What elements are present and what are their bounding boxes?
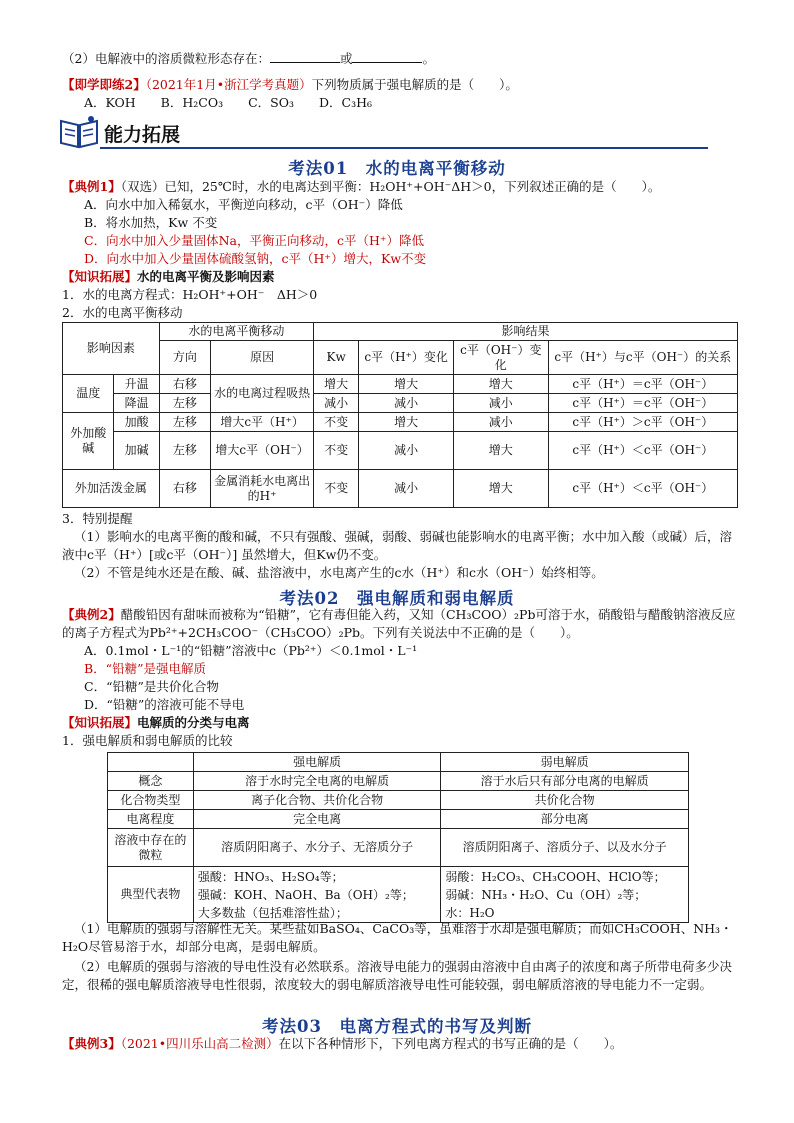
row-key: 电离程度 [108,810,194,829]
table-cell: 加碱 [114,432,159,470]
point-3: 3．特别提醒 [62,511,133,526]
table-cell: c平（H⁺）＝c平（OH⁻） [548,394,737,413]
example-source: （2021•四川乐山高二检测） [120,1036,279,1051]
table-cell: 增大 [453,375,548,394]
table-cell: 减小 [359,394,454,413]
table-cell: 外加活泼金属 [63,470,160,508]
knowledge-title: 电解质的分类与电离 [137,715,250,730]
example-3-question [62,1035,622,1053]
row-key: 溶液中存在的微粒 [108,829,194,867]
point-1: 1．强电解质和弱电解质的比较 [62,733,233,748]
table-cell: 减小 [453,394,548,413]
example-1-question [62,178,660,196]
water-ionization-table [62,322,738,508]
or-text: 或 [339,51,353,66]
salts: 大多数盐（包括难溶性盐）； [197,905,348,920]
example-text: 醋酸铅因有甜味而被称为“铅糖”，它有毒但能入药，又知（CH₃COO）₂Pb可溶于水，硝酸铅与醋酸钠溶液反应的离子方程式为Pb²⁺+2CH₃COO⁻（CH₃COO）₂Pb。下列有关说法中不正确的是（ ）。 [62,607,736,640]
header-coh: c平（OH⁻）变化 [453,341,548,375]
row-key: 化合物类型 [108,791,194,810]
option-b: B．将水加热，Kw 不变 [84,215,218,230]
table-cell: 左移 [159,413,210,432]
option-d: D．“铅糖”的溶液可能不导电 [84,697,245,712]
example-tag: 【典例1】 [62,179,121,194]
section-title-2: 考法02 强电解质和弱电解质 [279,589,515,608]
table-cell: 溶于水时完全电离的电解质 [193,772,441,791]
table-cell: 增大 [314,375,359,394]
table-cell: c平（H⁺）＝c平（OH⁻） [548,375,737,394]
option-a: A．0.1mol・L⁻¹的“铅糖”溶液中c（Pb²⁺）＜0.1mol・L⁻¹ [84,643,418,658]
weak-examples [441,867,689,923]
table-cell: c平（H⁺）＜c平（OH⁻） [548,470,737,508]
table-cell: 左移 [159,394,210,413]
exercise-tag: 【即学即练2】 [62,77,146,92]
table-cell: c平（H⁺）＞c平（OH⁻） [548,413,737,432]
knowledge-header [62,268,275,286]
row-key: 典型代表物 [108,867,194,923]
question-text: （2）电解液中的溶质微粒形态存在： [62,51,270,66]
water: 水：H₂O [445,905,495,920]
option-b: B．“铅糖”是强电解质 [84,661,206,676]
example-tag: 【典例2】 [62,607,121,622]
knowledge-tag: 【知识拓展】 [62,715,138,730]
header-kw: Kw [314,341,359,375]
table-cell [108,753,194,772]
table-cell: 增大 [359,375,454,394]
table-cell: 增大c平（OH⁻） [211,432,314,470]
table-cell: 溶质阴阳离子、溶质分子、以及水分子 [441,829,689,867]
point-2: 2．水的电离平衡移动 [62,305,183,320]
electrolyte-comparison-table [107,752,689,923]
table-cell: 升温 [114,375,159,394]
table-cell: 不变 [314,470,359,508]
header-strong: 强电解质 [193,753,441,772]
table-cell: 完全电离 [193,810,441,829]
table-cell: 加酸 [114,413,159,432]
header-ch: c平（H⁺）变化 [359,341,454,375]
note-1: （1）影响水的电离平衡的酸和碱，不只有强酸、强碱，弱酸、弱碱也能影响水的电离平衡；水中加入酸（或碱）后，溶液中c平（H⁺）[或c平（OH⁻）] 虽然增大，但Kw仍不变。 [62,529,732,562]
option-a: A．向水中加入稀氨水，平衡逆向移动，c平（OH⁻）降低 [84,197,403,212]
table-cell: 不变 [314,413,359,432]
table-cell: 减小 [314,394,359,413]
note-2: （2）不管是纯水还是在酸、碱、盐溶液中，水电离产生的c水（H⁺）和c水（OH⁻）始终相等。 [74,565,604,580]
section-title-3: 考法03 电离方程式的书写及判断 [262,1017,532,1036]
exercise-source: （2021年1月•浙江学考真题） [145,77,312,92]
table-cell: 增大c平（H⁺） [211,413,314,432]
table-cell: 减小 [359,470,454,508]
table-cell: 不变 [314,432,359,470]
table-cell: 共价化合物 [441,791,689,810]
table-cell: 增大 [453,432,548,470]
table-cell: 溶质阴阳离子、水分子、无溶质分子 [193,829,441,867]
header-direction: 方向 [159,341,210,375]
table-cell: 右移 [159,375,210,394]
header-result: 影响结果 [314,323,738,341]
end-text: 。 [422,51,435,66]
point-1: 1．水的电离方程式：H₂OH⁺+OH⁻ ΔH＞0 [62,287,318,302]
blank-field[interactable] [352,50,422,63]
section-title-1: 考法01 水的电离平衡移动 [288,159,506,178]
strong-base: 强碱：KOH、NaOH、Ba（OH）₂等； [197,887,414,902]
table-cell: 减小 [359,432,454,470]
table-cell: 水的电离过程吸热 [211,375,314,413]
note-1: （1）电解质的强弱与溶解性无关。某些盐如BaSO₄、CaCO₃等，虽难溶于水却是强电解质；而如CH₃COOH、NH₃・H₂O尽管易溶于水，却部分电离，是弱电解质。 [62,921,733,954]
weak-base: 弱碱：NH₃・H₂O、Cu（OH）₂等； [445,887,647,902]
example-tag: 【典例3】 [62,1036,121,1051]
table-cell: 左移 [159,432,210,470]
table-cell: c平（H⁺）＜c平（OH⁻） [548,432,737,470]
table-cell: 部分电离 [441,810,689,829]
knowledge-title: 水的电离平衡及影响因素 [137,269,275,284]
exercise-line [62,76,518,94]
header-relation: c平（H⁺）与c平（OH⁻）的关系 [548,341,737,375]
table-cell: 金属消耗水电离出的H⁺ [211,470,314,508]
strong-examples [193,867,441,923]
knowledge-tag: 【知识拓展】 [62,269,138,284]
strong-acid: 强酸：HNO₃、H₂SO₄等； [197,869,344,884]
table-cell: 减小 [453,413,548,432]
header-move: 水的电离平衡移动 [159,323,313,341]
table-cell: 增大 [359,413,454,432]
book-icon [58,115,100,149]
exercise-options: A．KOH B．H₂CO₃ C．SO₃ D．C₃H₆ [84,95,372,110]
table-cell: 右移 [159,470,210,508]
example-text: （双选）已知，25℃时，水的电离达到平衡：H₂OH⁺+OH⁻ΔH＞0，下列叙述正确的是（ ）。 [120,179,661,194]
blank-field[interactable] [270,50,340,63]
table-cell: 降温 [114,394,159,413]
header-weak: 弱电解质 [441,753,689,772]
group-temperature: 温度 [63,375,114,413]
banner-divider [100,147,708,149]
option-d: D．向水中加入少量固体硫酸氢钠，c平（H⁺）增大，Kw不变 [84,251,427,266]
table-cell: 增大 [453,470,548,508]
option-c: C．向水中加入少量固体Na，平衡正向移动，c平（H⁺）降低 [84,233,424,248]
example-text: 在以下各种情形下，下列电离方程式的书写正确的是（ ）。 [278,1036,623,1051]
row-key: 概念 [108,772,194,791]
knowledge-header [62,714,250,732]
question-line [62,50,435,68]
table-cell: 溶于水后只有部分电离的电解质 [441,772,689,791]
note-2: （2）电解质的强弱与溶液的导电性没有必然联系。溶液导电能力的强弱由溶液中自由离子的浓度和离子所带电荷多少决定，很稀的强电解质溶液导电性很弱，浓度较大的弱电解质溶液导电性可能较强，弱电解质溶液的导电能力不一定弱。 [62,959,732,992]
section-banner-title: 能力拓展 [104,124,181,146]
table-cell: 离子化合物、共价化合物 [193,791,441,810]
group-acid-base: 外加酸碱 [63,413,114,470]
header-reason: 原因 [211,341,314,375]
header-factor: 影响因素 [63,323,160,375]
weak-acid: 弱酸：H₂CO₃、CH₃COOH、HClO等； [445,869,666,884]
exercise-question: 下列物质属于强电解质的是（ ）。 [311,77,518,92]
option-c: C．“铅糖”是共价化合物 [84,679,219,694]
example-2-question [62,606,738,642]
